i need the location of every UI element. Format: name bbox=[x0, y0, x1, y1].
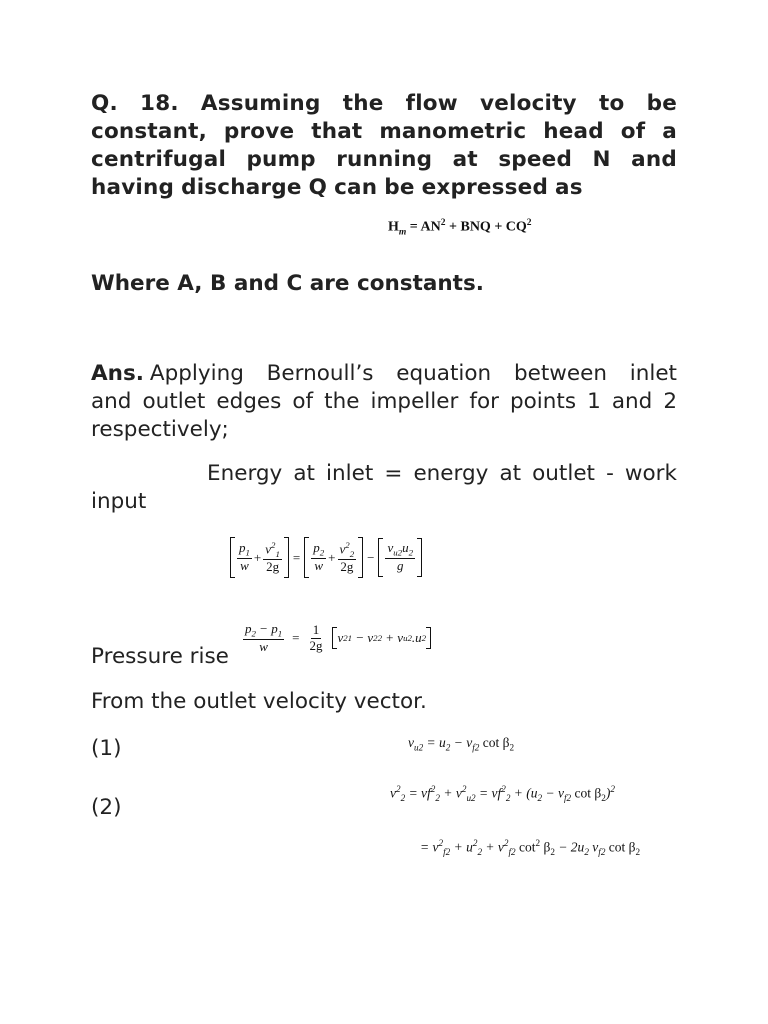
word: speed bbox=[498, 147, 573, 172]
word: of bbox=[292, 389, 314, 414]
word: inlet bbox=[629, 361, 677, 386]
word: Assuming bbox=[200, 91, 321, 116]
word: - bbox=[606, 461, 614, 486]
outlet-velocity-equation: $v^2_2 = vf^2_2 + v^2_{u2} = vf^2_2 + (u_2 - v_{f2}$ $\cot \beta_2)^2$ bbox=[390, 784, 615, 804]
word: edges bbox=[216, 389, 282, 414]
word: Energy bbox=[207, 461, 283, 486]
word: 18. bbox=[140, 91, 179, 116]
word: between bbox=[513, 361, 607, 386]
word: the bbox=[342, 91, 384, 116]
word: work bbox=[624, 461, 677, 486]
word: can bbox=[334, 175, 378, 200]
question-line bbox=[91, 90, 677, 118]
word: a bbox=[662, 119, 677, 144]
expanded-velocity-equation: = $v^2_{f2} + u^2_2 + v^2_{f2}$ $\cot^2 \beta_2 - 2u_2$ $v_{f2}$ $\cot \beta_2$ bbox=[420, 838, 641, 858]
energy-line-2: input bbox=[91, 489, 147, 514]
word: impeller bbox=[370, 389, 459, 414]
question-line bbox=[91, 146, 677, 174]
word: expressed bbox=[421, 175, 549, 200]
equation-label-2: (2) bbox=[91, 795, 122, 820]
word: at bbox=[293, 461, 315, 486]
word: energy bbox=[413, 461, 489, 486]
answer-label: Ans. bbox=[91, 361, 144, 386]
word: head bbox=[543, 119, 604, 144]
answer-label-group bbox=[91, 360, 244, 388]
word: velocity bbox=[480, 91, 577, 116]
word: at bbox=[452, 147, 478, 172]
answer-line-1 bbox=[91, 360, 677, 388]
word: prove bbox=[223, 119, 295, 144]
word: Q. bbox=[91, 91, 118, 116]
word: for bbox=[469, 389, 499, 414]
word: that bbox=[311, 119, 363, 144]
word: Applying bbox=[149, 361, 244, 386]
word: manometric bbox=[379, 119, 527, 144]
pressure-rise-equation: $\frac{p_2 - p_1}{w}$ = $\frac{1}{2g}$ v 2 1 − v 2 2 + v u2 . u 2 bbox=[241, 622, 431, 655]
word: = bbox=[384, 461, 403, 486]
answer-paragraph bbox=[91, 360, 677, 444]
word: outlet bbox=[142, 389, 206, 414]
word: and bbox=[611, 389, 653, 414]
word: points bbox=[509, 389, 577, 414]
word: as bbox=[555, 175, 583, 200]
word: constant, bbox=[91, 119, 207, 144]
word: equation bbox=[396, 361, 492, 386]
pressure-rise-label: Pressure rise bbox=[91, 644, 229, 669]
question-text bbox=[91, 90, 677, 202]
word: to bbox=[598, 91, 625, 116]
word: the bbox=[324, 389, 360, 414]
question-line bbox=[91, 174, 677, 202]
word: be bbox=[384, 175, 415, 200]
word: 1 bbox=[587, 389, 601, 414]
word: Bernoull’s bbox=[266, 361, 374, 386]
word: 2 bbox=[663, 389, 677, 414]
bernoulli-equation: $\frac{p_1}{w}$ + $\frac{v^2_1}{2g}$ = $\frac{p_2}{w}$ + $\frac{v^2_2}{2g}$ − $\frac{v_{u2}u_2}{g}$ bbox=[230, 540, 422, 575]
manometric-head-formula: $H_m = AN^2$ + BNQ + $CQ^2$ bbox=[388, 218, 532, 238]
energy-line-1 bbox=[91, 460, 677, 488]
outlet-velocity-label: From the outlet velocity vector. bbox=[91, 689, 427, 714]
word: N bbox=[592, 147, 611, 172]
word: Q bbox=[308, 175, 328, 200]
word: running bbox=[336, 147, 433, 172]
word: and bbox=[631, 147, 677, 172]
word: flow bbox=[405, 91, 458, 116]
word: be bbox=[646, 91, 677, 116]
whirl-velocity-equation: $v_{u2} = u_2 - v_{f2}$ $\cot \beta_2$ bbox=[408, 735, 515, 753]
answer-line-2 bbox=[91, 388, 677, 416]
equation-label-1: (1) bbox=[91, 736, 122, 761]
energy-statement bbox=[91, 460, 677, 516]
word: of bbox=[620, 119, 646, 144]
word: outlet bbox=[532, 461, 595, 486]
word: inlet bbox=[326, 461, 374, 486]
constants-statement: Where A, B and C are constants. bbox=[91, 271, 484, 296]
word: having bbox=[91, 175, 175, 200]
word: and bbox=[91, 389, 132, 414]
word: discharge bbox=[181, 175, 302, 200]
question-line bbox=[91, 118, 677, 146]
word: pump bbox=[246, 147, 316, 172]
word: at bbox=[499, 461, 522, 486]
word: centrifugal bbox=[91, 147, 227, 172]
answer-line-3: respectively; bbox=[91, 417, 229, 442]
